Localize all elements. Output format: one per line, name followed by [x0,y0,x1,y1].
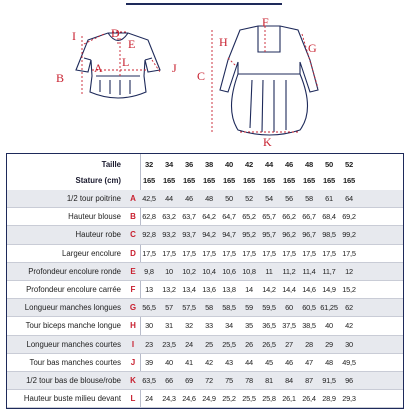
measurement-cell: 26,5 [262,339,276,349]
measurement-cell: 25,5 [222,339,236,349]
measurement-name: Longueur manches courtes [26,339,121,349]
table-row [7,281,403,298]
measurement-code: A [130,194,136,204]
measurement-cell: 81 [265,376,273,386]
table-row [7,226,403,243]
stature-row [7,173,403,187]
measurement-cell: 31 [165,321,173,331]
diagram-label-k: K [263,135,272,149]
table-row [7,317,403,334]
measurement-cell: 78 [245,376,253,386]
diagram-label-i: I [72,29,76,43]
diagram-label-h: H [219,35,228,49]
measurement-cell: 62 [345,303,353,313]
row-separator [7,407,403,408]
measurement-cell: 14,2 [262,285,276,295]
table-row [7,245,403,262]
measurement-cell: 46 [285,357,293,367]
measurement-code: B [130,212,136,222]
measurement-cell: 10 [165,266,173,276]
measurement-cell: 13 [145,285,153,295]
measurement-cell: 10,4 [202,266,216,276]
size-header: 52 [344,159,354,169]
stature-cell: 165 [242,175,256,185]
size-chart-table [6,153,404,409]
measurement-cell: 66,2 [282,212,296,222]
measurement-cell: 63,2 [162,212,176,222]
table-row [7,190,403,207]
measurement-name: 1/2 tour bas de blouse/robe [26,376,121,386]
stature-label: Stature (cm) [75,175,121,185]
measurement-cell: 44 [165,194,173,204]
measurement-cell: 17,5 [282,248,296,258]
diagram-label-d: D [111,26,120,40]
measurement-cell: 59,5 [262,303,276,313]
measurement-cell: 42 [345,321,353,331]
measurement-cell: 61,25 [320,303,338,313]
size-header: 50 [324,159,334,169]
measurement-cell: 34 [225,321,233,331]
stature-cell: 165 [202,175,216,185]
measurement-cell: 68,4 [322,212,336,222]
measurement-cell: 30 [145,321,153,331]
size-header: 36 [184,159,194,169]
measurement-cell: 17,5 [242,248,256,258]
measurement-cell: 49,5 [342,357,356,367]
measurement-cell: 65,7 [262,212,276,222]
measurement-cell: 17,5 [342,248,356,258]
measurement-cell: 17,5 [142,248,156,258]
measurement-cell: 23,5 [162,339,176,349]
diagram-label-f: F [262,15,269,29]
measurement-cell: 11,7 [322,266,336,276]
measurement-cell: 13,8 [222,285,236,295]
measurement-cell: 57,5 [182,303,196,313]
measurement-cell: 75 [225,376,233,386]
measurement-cell: 42,5 [142,194,156,204]
measurement-cell: 15,2 [342,285,356,295]
measurement-cell: 26 [245,339,253,349]
stature-cell: 165 [222,175,236,185]
measurement-cell: 57 [165,303,173,313]
diagram-label-l: L [122,55,130,69]
diagram-label-e: E [128,37,136,51]
measurement-cell: 11,4 [302,266,316,276]
measurement-cell: 87 [305,376,313,386]
measurement-cell: 63,5 [142,376,156,386]
size-header: 40 [224,159,234,169]
measurement-cell: 25,8 [262,394,276,404]
measurement-cell: 95,2 [242,230,256,240]
measurement-cell: 37,5 [282,321,296,331]
measurement-cell: 43 [225,357,233,367]
measurement-cell: 25,2 [222,394,236,404]
measurement-cell: 58 [305,194,313,204]
measurement-code: H [130,321,136,331]
measurement-cell: 35 [245,321,253,331]
measurement-code: J [130,357,136,367]
table-header-row [7,157,403,171]
measurement-cell: 23 [145,339,153,349]
measurement-cell: 28 [305,339,313,349]
measurement-cell: 41 [185,357,193,367]
stature-cell: 165 [142,175,156,185]
measurement-code: C [130,230,136,240]
measurement-cell: 42 [205,357,213,367]
measurement-code: K [130,376,136,386]
measurement-code: D [130,248,136,258]
table-row [7,336,403,353]
measurement-cell: 69,2 [342,212,356,222]
header-label: Taille [101,159,121,169]
measurement-code: E [130,266,136,276]
size-header: 32 [144,159,154,169]
measurement-cell: 94,2 [202,230,216,240]
table-row [7,299,403,316]
measurement-cell: 17,5 [302,248,316,258]
size-header: 44 [264,159,274,169]
measurement-cell: 58,5 [222,303,236,313]
size-header: 34 [164,159,174,169]
measurement-cell: 10,8 [242,266,256,276]
measurement-cell: 29 [325,339,333,349]
stature-cell: 165 [342,175,356,185]
measurement-cell: 61 [325,194,333,204]
measurement-name: 1/2 tour poitrine [66,194,121,204]
measurement-cell: 24,6 [182,394,196,404]
measurement-cell: 96,7 [302,230,316,240]
measurement-cell: 99,2 [342,230,356,240]
measurement-cell: 10,2 [182,266,196,276]
diagram-label-c: C [197,69,206,83]
size-header: 46 [284,159,294,169]
measurement-name: Longueur manches longues [24,303,121,313]
measurement-cell: 25 [205,339,213,349]
measurement-cell: 45 [265,357,273,367]
measurement-cell: 17,5 [182,248,196,258]
measurement-cell: 96 [345,376,353,386]
measurement-cell: 48 [325,357,333,367]
measurement-cell: 93,2 [162,230,176,240]
measurement-name: Largeur encolure [62,248,121,258]
measurement-cell: 38,5 [302,321,316,331]
measurement-cell: 96,2 [282,230,296,240]
measurement-code: G [129,303,137,313]
measurement-cell: 64 [345,194,353,204]
measurement-cell: 25,5 [242,394,256,404]
measurement-cell: 66,7 [302,212,316,222]
measurement-name: Hauteur robe [75,230,121,240]
measurement-cell: 10,6 [222,266,236,276]
measurement-cell: 30 [345,339,353,349]
measurement-name: Tour biceps manche longue [25,321,121,331]
measurement-cell: 44 [245,357,253,367]
measurement-cell: 56,5 [142,303,156,313]
measurement-name: Profondeur encolure carrée [26,285,121,295]
measurement-cell: 56 [285,194,293,204]
diagram-label-g: G [308,41,317,55]
measurement-cell: 12 [345,266,353,276]
measurement-cell: 54 [265,194,273,204]
measurement-cell: 9,8 [144,266,154,276]
measurement-cell: 47 [305,357,313,367]
size-header: 48 [304,159,314,169]
diagram-label-j: J [172,61,177,75]
measurement-cell: 28,9 [322,394,336,404]
size-header: 42 [244,159,254,169]
measurement-cell: 66 [165,376,173,386]
measurement-cell: 14,6 [302,285,316,295]
measurement-cell: 14 [245,285,253,295]
measurement-cell: 63,7 [182,212,196,222]
table-row [7,372,403,389]
measurement-cell: 84 [285,376,293,386]
measurement-cell: 13,6 [202,285,216,295]
measurement-cell: 11,2 [282,266,296,276]
measurement-cell: 14,9 [322,285,336,295]
measurement-name: Hauteur buste milieu devant [23,394,121,404]
measurement-cell: 69 [185,376,193,386]
measurement-cell: 24 [185,339,193,349]
measurement-cell: 62,8 [142,212,156,222]
measurement-cell: 95,7 [262,230,276,240]
measurement-cell: 33 [205,321,213,331]
table-row [7,208,403,225]
measurement-cell: 32 [185,321,193,331]
stature-cell: 165 [302,175,316,185]
measurement-cell: 24,3 [162,394,176,404]
table-row [7,354,403,371]
measurement-cell: 17,5 [322,248,336,258]
measurement-name: Profondeur encolure ronde [28,266,121,276]
measurement-cell: 98,5 [322,230,336,240]
measurement-cell: 14,4 [282,285,296,295]
stature-cell: 165 [322,175,336,185]
stature-cell: 165 [162,175,176,185]
measurement-cell: 72 [205,376,213,386]
diagram-label-b: B [56,71,65,85]
table-row [7,263,403,280]
measurement-cell: 65,2 [242,212,256,222]
measurement-cell: 17,5 [222,248,236,258]
measurement-name: Hauteur blouse [68,212,121,222]
measurement-code: I [131,339,135,349]
measurement-cell: 58 [205,303,213,313]
measurement-cell: 39 [145,357,153,367]
measurement-cell: 60 [285,303,293,313]
measurement-cell: 24,9 [202,394,216,404]
measurement-cell: 92,8 [142,230,156,240]
garment-diagrams [0,0,409,148]
measurement-code: L [130,394,136,404]
measurement-cell: 17,5 [262,248,276,258]
measurement-cell: 59 [245,303,253,313]
stature-cell: 165 [182,175,196,185]
measurement-cell: 64,2 [202,212,216,222]
measurement-cell: 48 [205,194,213,204]
measurement-cell: 26,1 [282,394,296,404]
measurement-cell: 29,3 [342,394,356,404]
measurement-cell: 17,5 [202,248,216,258]
table-row [7,390,403,407]
measurement-cell: 13,4 [182,285,196,295]
measurement-cell: 50 [225,194,233,204]
measurement-cell: 52 [245,194,253,204]
measurement-cell: 36,5 [262,321,276,331]
measurement-cell: 46 [185,194,193,204]
measurement-cell: 24 [145,394,153,404]
measurement-cell: 27 [285,339,293,349]
measurement-cell: 11 [265,266,273,276]
diagram-label-a: A [94,61,103,75]
measurement-cell: 40 [325,321,333,331]
measurement-cell: 94,7 [222,230,236,240]
measurement-cell: 26,4 [302,394,316,404]
stature-cell: 165 [282,175,296,185]
measurement-cell: 40 [165,357,173,367]
measurement-cell: 93,7 [182,230,196,240]
size-header: 38 [204,159,214,169]
stature-cell: 165 [262,175,276,185]
measurement-cell: 60,5 [302,303,316,313]
measurement-cell: 13,2 [162,285,176,295]
measurement-code: F [130,285,136,295]
measurement-name: Tour bas manches courtes [29,357,121,367]
measurement-cell: 17,5 [162,248,176,258]
measurement-cell: 64,7 [222,212,236,222]
measurement-cell: 91,5 [322,376,336,386]
